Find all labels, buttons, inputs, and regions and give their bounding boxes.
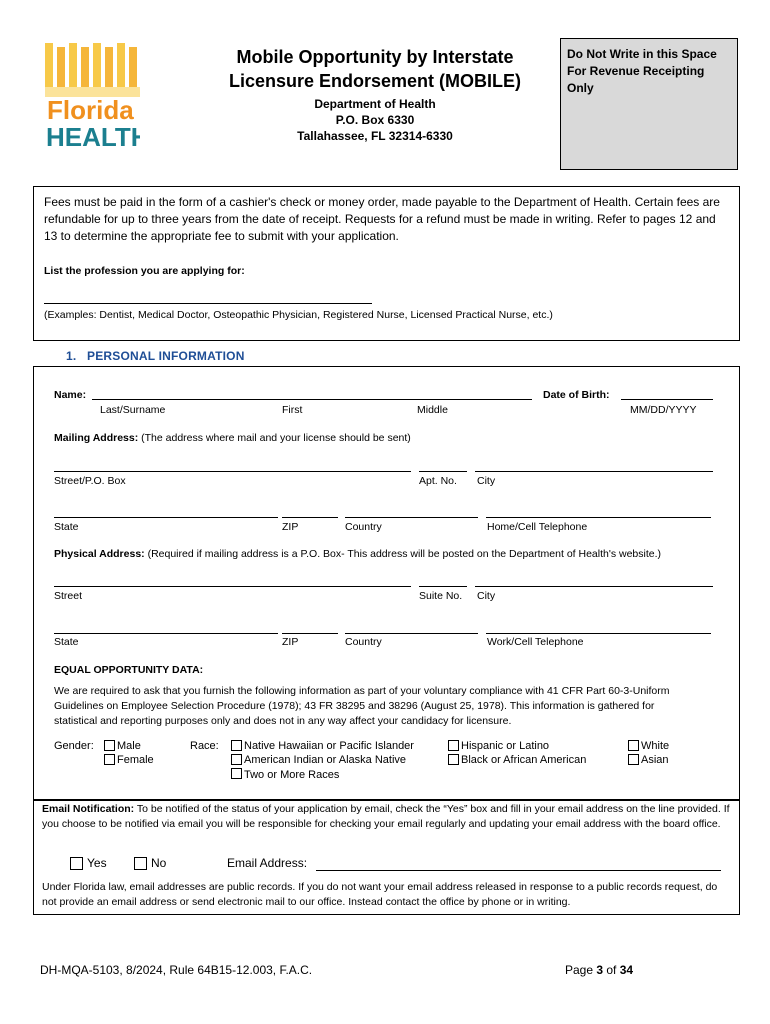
- name-label: Name:: [54, 389, 87, 401]
- race-white-checkbox[interactable]: [628, 740, 639, 751]
- physical-address-note: (Required if mailing address is a P.O. Box- This address will be posted on the Department of Health's website.): [147, 548, 662, 560]
- physical-state-input[interactable]: [54, 633, 278, 634]
- gender-female-checkbox[interactable]: [104, 754, 115, 765]
- apt-caption: Apt. No.: [419, 475, 457, 487]
- logo-florida-text: Florida: [47, 95, 134, 125]
- race-nhpi-checkbox[interactable]: [231, 740, 242, 751]
- work-phone-caption: Work/Cell Telephone: [487, 636, 584, 648]
- fees-box: [33, 186, 740, 341]
- page-current: 3: [596, 963, 604, 977]
- page-of: of: [603, 963, 620, 977]
- race-black-checkbox[interactable]: [448, 754, 459, 765]
- section-personal-information-heading: 1. PERSONAL INFORMATION: [66, 349, 245, 363]
- dob-input-line[interactable]: [621, 399, 713, 400]
- mailing-zip-input[interactable]: [282, 517, 338, 518]
- mailing-city-caption: City: [477, 475, 496, 487]
- physical-country-caption: Country: [345, 636, 382, 648]
- physical-street-input[interactable]: [54, 586, 411, 587]
- mailing-address-label: Mailing Address:: [54, 432, 139, 444]
- email-yes-checkbox[interactable]: [70, 857, 83, 870]
- email-address-label: Email Address:: [227, 856, 308, 870]
- race-asian-label: Asian: [641, 754, 669, 766]
- email-notification-body: To be notified of the status of your application by email, check the “Yes” box and fill in your email address on the line provided. If you choose to be notified via email you will be responsible for checking your email regularly and updating your email address with the board office.: [42, 803, 730, 830]
- race-aian-label: American Indian or Alaska Native: [244, 754, 407, 766]
- eeo-heading: EQUAL OPPORTUNITY DATA:: [54, 664, 204, 676]
- middle-name-caption: Middle: [417, 404, 448, 416]
- physical-address-label: Physical Address:: [54, 548, 145, 560]
- physical-state-caption: State: [54, 636, 79, 648]
- race-hispanic-label: Hispanic or Latino: [461, 740, 550, 752]
- form-title: [190, 45, 560, 93]
- title-line-2: Licensure Endorsement (MOBILE): [228, 71, 522, 91]
- email-yes-label: Yes: [87, 856, 107, 870]
- race-aian-checkbox[interactable]: [231, 754, 242, 765]
- physical-zip-input[interactable]: [282, 633, 338, 634]
- mailing-apt-input[interactable]: [419, 471, 467, 472]
- dob-label: Date of Birth:: [543, 389, 610, 401]
- gender-male-label: Male: [117, 740, 141, 752]
- gender-male-checkbox[interactable]: [104, 740, 115, 751]
- work-phone-input[interactable]: [486, 633, 711, 634]
- email-no-checkbox[interactable]: [134, 857, 147, 870]
- gender-female-label: Female: [117, 754, 154, 766]
- street-po-caption: Street/P.O. Box: [54, 475, 126, 487]
- page-prefix: Page: [565, 963, 597, 977]
- physical-city-input[interactable]: [475, 586, 713, 587]
- email-address-input[interactable]: [316, 870, 721, 871]
- email-no-label: No: [151, 856, 167, 870]
- home-phone-input[interactable]: [486, 517, 711, 518]
- sun-rays-graphic: [45, 43, 140, 97]
- profession-label: List the profession you are applying for:: [44, 265, 245, 277]
- page-total: 34: [619, 963, 634, 977]
- dob-format-caption: MM/DD/YYYY: [630, 404, 697, 416]
- mailing-address-note: (The address where mail and your license should be sent): [141, 432, 411, 444]
- personal-information-box: [33, 366, 740, 800]
- profession-examples: (Examples: Dentist, Medical Doctor, Osteopathic Physician, Registered Nurse, Licensed Practical Nurse, etc.): [44, 309, 553, 321]
- email-public-record-note: Under Florida law, email addresses are public records. If you do not want your email address released in response to a public records request, do not provide an email address or send electronic mail to our office. Instead contact the office by phone or in writing.: [42, 881, 718, 908]
- mailing-state-caption: State: [54, 521, 79, 533]
- mailing-country-caption: Country: [345, 521, 382, 533]
- mailing-state-input[interactable]: [54, 517, 278, 518]
- physical-city-caption: City: [477, 590, 496, 602]
- email-notification-label: Email Notification:: [42, 803, 135, 815]
- race-black-label: Black or African American: [461, 754, 587, 766]
- mailing-city-input[interactable]: [475, 471, 713, 472]
- page-number: [565, 963, 633, 977]
- home-phone-caption: Home/Cell Telephone: [487, 521, 588, 533]
- race-asian-checkbox[interactable]: [628, 754, 639, 765]
- revenue-receipting-box: [560, 38, 738, 170]
- email-notification-box: [33, 800, 740, 915]
- race-two-checkbox[interactable]: [231, 768, 242, 779]
- race-two-label: Two or More Races: [244, 769, 340, 781]
- mailing-country-input[interactable]: [345, 517, 478, 518]
- title-line-1: Mobile Opportunity by Interstate: [236, 47, 514, 67]
- department-pobox: P.O. Box 6330: [335, 113, 415, 127]
- first-name-caption: First: [282, 404, 303, 416]
- race-hispanic-checkbox[interactable]: [448, 740, 459, 751]
- fees-text: Fees must be paid in the form of a cashier's check or money order, made payable to the Department of Health. Certain fees are refundable for up to three years from the date of receipt. Requests for a refund must be made in writing. Refer to pages 12 and 13 to determine the appropriate fee to submit with your application.: [44, 195, 720, 243]
- physical-suite-input[interactable]: [419, 586, 467, 587]
- physical-address-heading: [54, 547, 734, 561]
- mailing-address-heading: [54, 431, 411, 445]
- florida-health-logo: [45, 43, 140, 150]
- last-name-caption: Last/Surname: [100, 404, 166, 416]
- revenue-line-1: Do Not Write in this Space: [567, 47, 717, 61]
- email-notification-text: [42, 802, 732, 831]
- race-label: Race:: [190, 740, 219, 752]
- race-nhpi-label: Native Hawaiian or Pacific Islander: [244, 740, 414, 752]
- form-id-footer: DH-MQA-5103, 8/2024, Rule 64B15-12.003, F.A.C.: [40, 963, 313, 977]
- mailing-street-input[interactable]: [54, 471, 411, 472]
- gender-label: Gender:: [54, 740, 94, 752]
- profession-input-line[interactable]: [44, 303, 372, 304]
- department-address: [190, 96, 560, 144]
- race-white-label: White: [641, 740, 670, 752]
- revenue-line-2: For Revenue Receipting Only: [567, 64, 705, 95]
- street-caption: Street: [54, 590, 83, 602]
- department-city: Tallahassee, FL 32314-6330: [297, 129, 453, 143]
- department-name: Department of Health: [314, 97, 436, 111]
- suite-caption: Suite No.: [419, 590, 463, 602]
- physical-country-input[interactable]: [345, 633, 478, 634]
- eeo-text: We are required to ask that you furnish the following information as part of your voluntary compliance with 41 CFR Part 60-3-Uniform Guidelines on Employee Selection Procedure (1978); 43 FR 38295 and 38296 (August 25, 1978). This information is gathered for statistical and reporting purposes only and does not in any way affect your candidacy for licensure.: [54, 685, 670, 727]
- logo-health-text: HEALTH: [46, 122, 140, 150]
- name-input-line[interactable]: [92, 399, 532, 400]
- physical-zip-caption: ZIP: [282, 636, 299, 648]
- mailing-zip-caption: ZIP: [282, 521, 299, 533]
